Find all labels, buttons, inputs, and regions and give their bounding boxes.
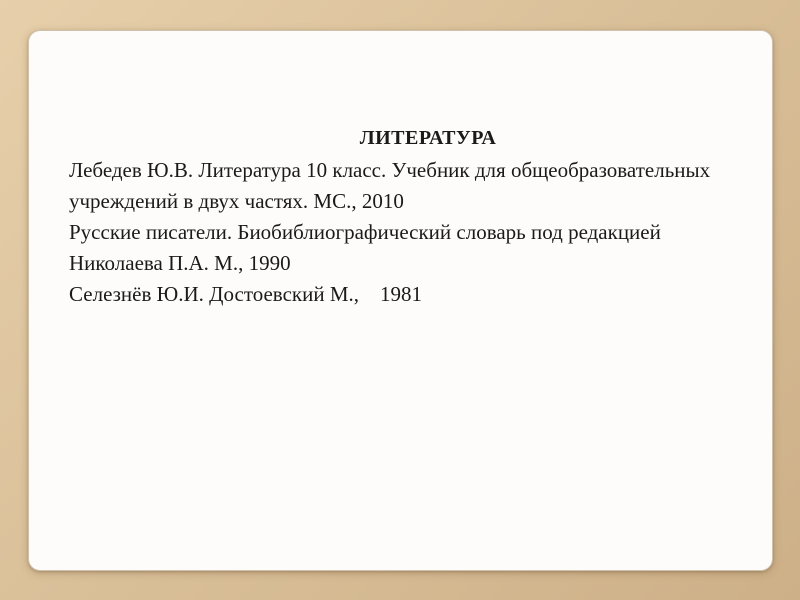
slide-content xyxy=(69,123,749,310)
reference-item-3: Селезнёв Ю.И. Достоевский М., 1981 xyxy=(69,282,423,306)
reference-item-2: Русские писатели. Биобиблиографический словарь под редакцией Николаева П.А. М., 1990 xyxy=(69,220,661,275)
slide-card xyxy=(28,30,773,571)
reference-item-1: Лебедев Ю.В. Литература 10 класс. Учебник для общеобразовательных учреждений в двух частях. МС., 2010 xyxy=(69,158,711,213)
slide-title: ЛИТЕРАТУРА xyxy=(359,127,497,149)
